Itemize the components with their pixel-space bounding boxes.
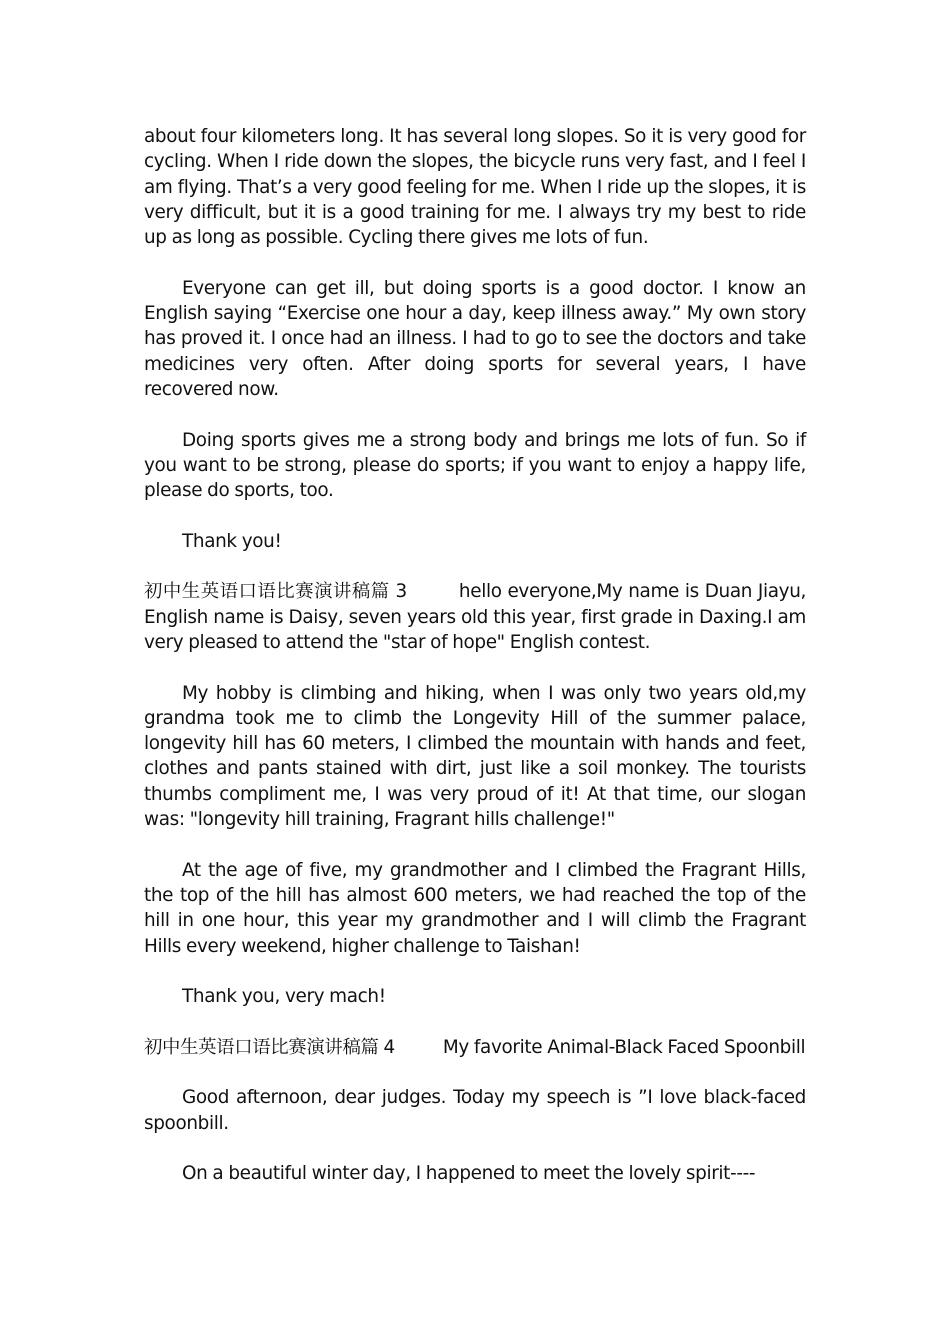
paragraph-hobby: My hobby is climbing and hiking, when I was only two years old,my grandma took me to climb the Longevity Hill of the summer palace, longevity hill has 60 meters, I climbed the mountain with hands and feet, clothes and pants stained with dirt, just like a soil monkey. The tourists thumbs compliment me, I was very proud of it! At that time, our slogan was: "longevity hill training, Fragrant hills challenge!": [144, 682, 806, 831]
paragraph-winter-day: On a beautiful winter day, I happened to meet the lovely spirit----: [182, 1163, 756, 1185]
paragraph-conclusion: Doing sports gives me a strong body and brings me lots of fun. So if you want to be strong, please do sports; if you want to enjoy a happy life, please do sports, too.: [144, 429, 806, 502]
paragraph-thanks-2: Thank you, very mach!: [182, 986, 386, 1008]
paragraph-cycling: about four kilometers long. It has several long slopes. So it is very good for cycling. When I ride down the slopes, the bicycle runs very fast, and I feel I am flying. That’s a very good feeling for me. When I ride up the slopes, it is very difficult, but it is a good training for me. I always try my best to ride up as long as possible. Cycling there gives me lots of fun.: [144, 126, 806, 249]
speech-3-heading: 初中生英语口语比赛演讲稿篇 3: [144, 581, 407, 603]
speech-3-intro-text: hello everyone,My name is Duan Jiayu, English name is Daisy, seven years old this year, first grade in Daxing.I am very pleased to attend the "star of hope" English contest.: [144, 581, 806, 653]
document-page: [144, 124, 806, 1212]
paragraph-speech-3-intro: [144, 579, 806, 655]
paragraph-fragrant-hills: At the age of five, my grandmother and I climbed the Fragrant Hills, the top of the hill has almost 600 meters, we had reached the top of the hill in one hour, this year my grandmother and I will climb the Fragrant Hills every weekend, higher challenge to Taishan!: [144, 859, 806, 957]
paragraph-speech-4-intro: [144, 1035, 806, 1060]
speech-4-heading: 初中生英语口语比赛演讲稿篇 4: [144, 1036, 395, 1058]
paragraph-greeting: Good afternoon, dear judges. Today my speech is ”I love black-faced spoonbill.: [144, 1087, 806, 1134]
speech-4-title-text: My favorite Animal-Black Faced Spoonbill: [442, 1036, 806, 1058]
paragraph-thanks-1: Thank you!: [182, 530, 282, 552]
paragraph-illness: Everyone can get ill, but doing sports is a good doctor. I know an English saying “Exercise one hour a day, keep illness away.” My own story has proved it. I once had an illness. I had to go to see the doctors and take medicines very often. After doing sports for several years, I have recovered now.: [144, 277, 806, 400]
